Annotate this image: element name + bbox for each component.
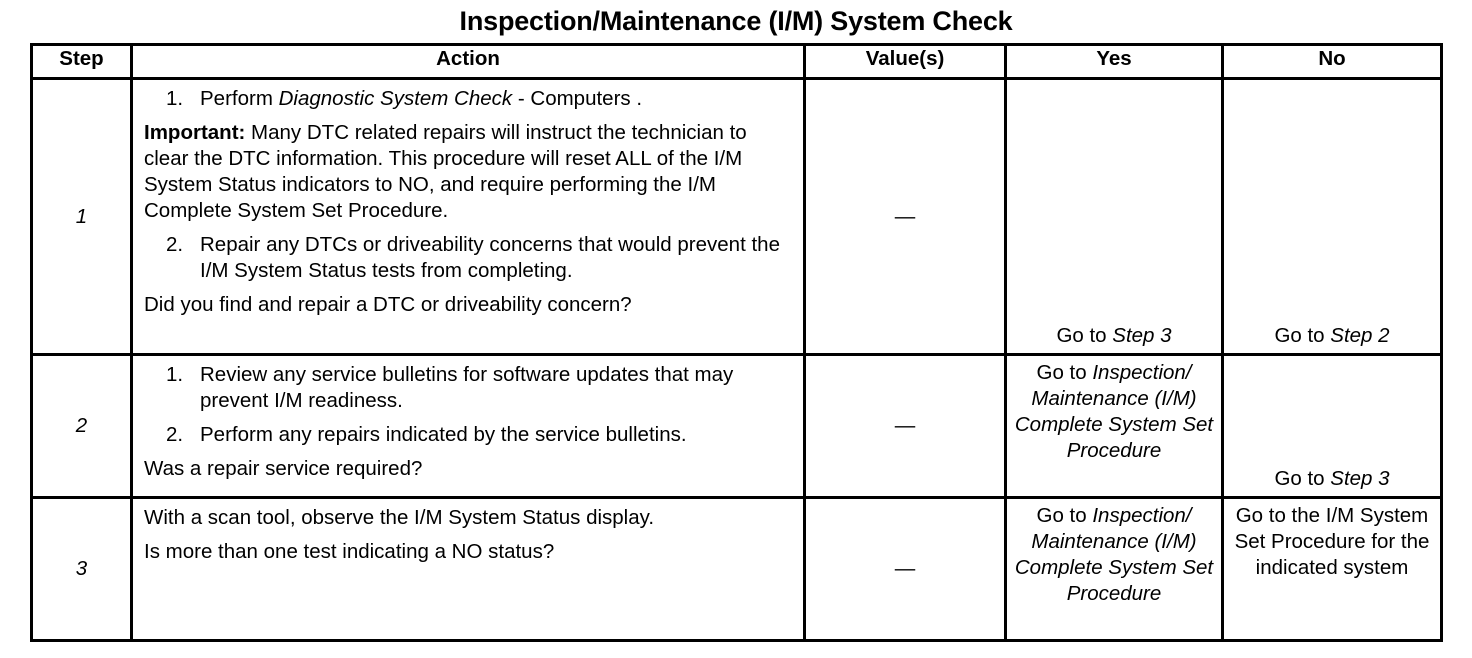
action-cell xyxy=(132,79,805,355)
value-cell: — xyxy=(805,79,1006,355)
table-row xyxy=(32,355,1442,498)
step-number: 2 xyxy=(32,355,132,498)
action-instruction: With a scan tool, observe the I/M System Status display. xyxy=(144,506,655,529)
no-step-link: Step 2 xyxy=(1330,324,1390,347)
action-list-item xyxy=(144,232,793,284)
yes-cell xyxy=(1006,498,1223,641)
page-title: Inspection/Maintenance (I/M) System Check xyxy=(459,6,1013,36)
no-step-link: Step 3 xyxy=(1330,467,1390,490)
header-values: Value(s) xyxy=(805,45,1006,79)
action-text: - Computers . xyxy=(512,87,643,110)
table-row xyxy=(32,498,1442,641)
action-question: Did you find and repair a DTC or driveability concern? xyxy=(144,293,632,316)
yes-text: Go to xyxy=(1036,361,1093,384)
step-number: 3 xyxy=(32,498,132,641)
important-text: Many DTC related repairs will instruct the technician to clear the DTC information. This procedure will reset ALL of the I/M System Status indicators to NO, and require performing the I/M Complete System Set Procedure. xyxy=(144,121,747,222)
action-list-item xyxy=(144,422,793,448)
value-cell: — xyxy=(805,498,1006,641)
system-check-table xyxy=(30,43,1443,642)
action-item-number: 1. xyxy=(166,363,184,386)
action-list-item xyxy=(144,362,793,414)
diagnostic-system-check-reference: Diagnostic System Check xyxy=(278,87,513,110)
action-cell xyxy=(132,355,805,498)
action-item-text: Perform any repairs indicated by the service bulletins. xyxy=(200,423,687,446)
yes-cell xyxy=(1006,355,1223,498)
yes-procedure-link: Inspection/ Maintenance (I/M) Complete System Set Procedure xyxy=(1014,504,1214,605)
step-number: 1 xyxy=(32,79,132,355)
action-text: Perform xyxy=(200,87,279,110)
value-cell: — xyxy=(805,355,1006,498)
header-action: Action xyxy=(132,45,805,79)
yes-text: Go to xyxy=(1036,504,1093,527)
no-cell: Go to the I/M System Set Procedure for the indicated system xyxy=(1223,498,1442,641)
yes-procedure-link: Inspection/ Maintenance (I/M) Complete System Set Procedure xyxy=(1014,361,1214,462)
action-question: Is more than one test indicating a NO status? xyxy=(144,540,555,563)
important-label: Important: xyxy=(144,121,246,144)
action-cell xyxy=(132,498,805,641)
header-step: Step xyxy=(32,45,132,79)
header-no: No xyxy=(1223,45,1442,79)
action-item-text xyxy=(200,86,793,112)
action-question: Was a repair service required? xyxy=(144,457,423,480)
no-text: Go to xyxy=(1274,467,1331,490)
yes-text: Go to xyxy=(1056,324,1113,347)
header-row xyxy=(32,45,1442,79)
action-item-number: 2. xyxy=(166,233,184,256)
action-item-number: 2. xyxy=(166,423,184,446)
action-list-item xyxy=(144,86,793,112)
table-row xyxy=(32,79,1442,355)
no-cell xyxy=(1223,355,1442,498)
no-cell xyxy=(1223,79,1442,355)
action-item-text: Repair any DTCs or driveability concerns that would prevent the I/M System Status tests from completing. xyxy=(200,233,780,282)
yes-cell xyxy=(1006,79,1223,355)
no-text: Go to xyxy=(1274,324,1331,347)
action-item-number: 1. xyxy=(166,87,184,110)
important-note xyxy=(144,120,793,224)
yes-step-link: Step 3 xyxy=(1112,324,1172,347)
action-item-text: Review any service bulletins for software updates that may prevent I/M readiness. xyxy=(200,363,734,412)
header-yes: Yes xyxy=(1006,45,1223,79)
